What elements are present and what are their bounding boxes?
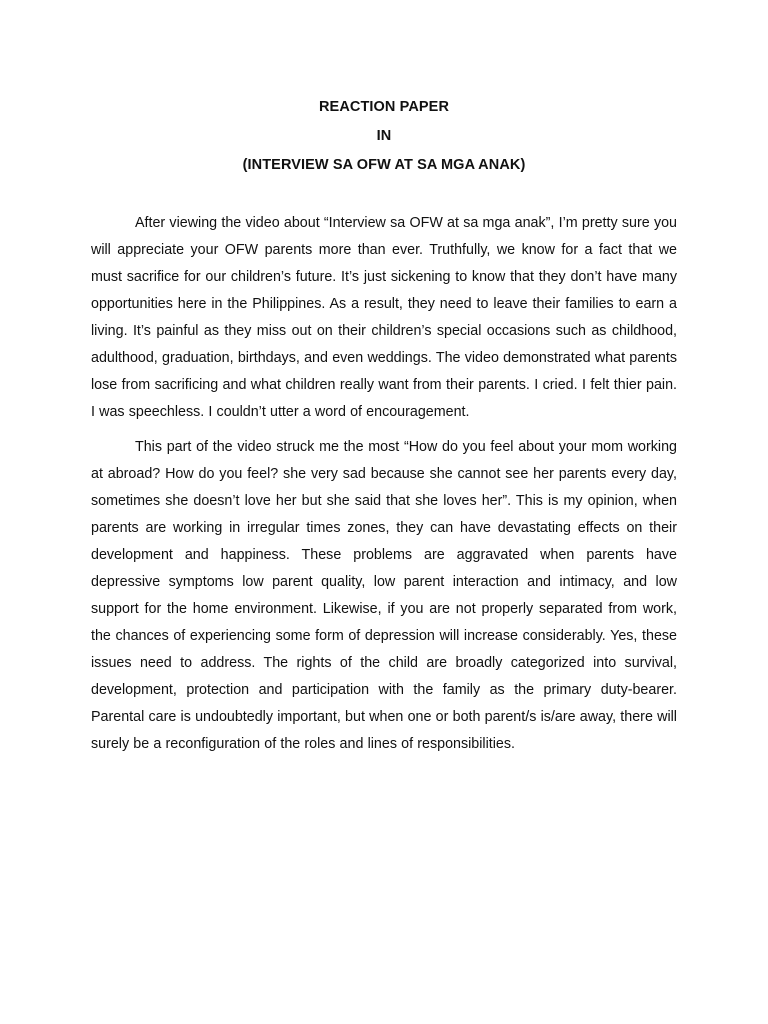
title-line-3: (INTERVIEW SA OFW AT SA MGA ANAK) (242, 157, 526, 173)
title-line-2: IN (376, 128, 392, 144)
title-line-1: REACTION PAPER (318, 99, 450, 115)
body-text (91, 210, 677, 766)
paragraph-1: After viewing the video about “Interview sa OFW at sa mga anak”, I’m pretty sure you will appreciate your OFW parents more than ever. Truthfully, we know for a fact that we must sacrifice for our children’s future. It’s just sickening to know that they don’t have many opportunities here in the Philippines. As a result, they need to leave their families to earn a living. It’s painful as they miss out on their children’s special occasions such as childhood, adulthood, graduation, birthdays, and even weddings. The video demonstrated what parents lose from sacrificing and what children really want from their parents. I cried. I felt thier pain. I was speechless. I couldn’t utter a word of encouragement. (91, 215, 677, 420)
title-block (0, 93, 768, 180)
paragraph-2: This part of the video struck me the most “How do you feel about your mom working at abroad? How do you feel? she very sad because she cannot see her parents every day, sometimes she doesn’t love her but she said that she loves her”. This is my opinion, when parents are working in irregular times zones, they can have devastating effects on their development and happiness. These problems are aggravated when parents have depressive symptoms low parent quality, low parent interaction and intimacy, and low support for the home environment. Likewise, if you are not properly separated from work, the chances of experiencing some form of depression will increase considerably. Yes, these issues need to address. The rights of the child are broadly categorized into survival, development, protection and participation with the family as the primary duty-bearer. Parental care is undoubtedly important, but when one or both parent/s is/are away, there will surely be a reconfiguration of the roles and lines of responsibilities. (91, 439, 677, 752)
